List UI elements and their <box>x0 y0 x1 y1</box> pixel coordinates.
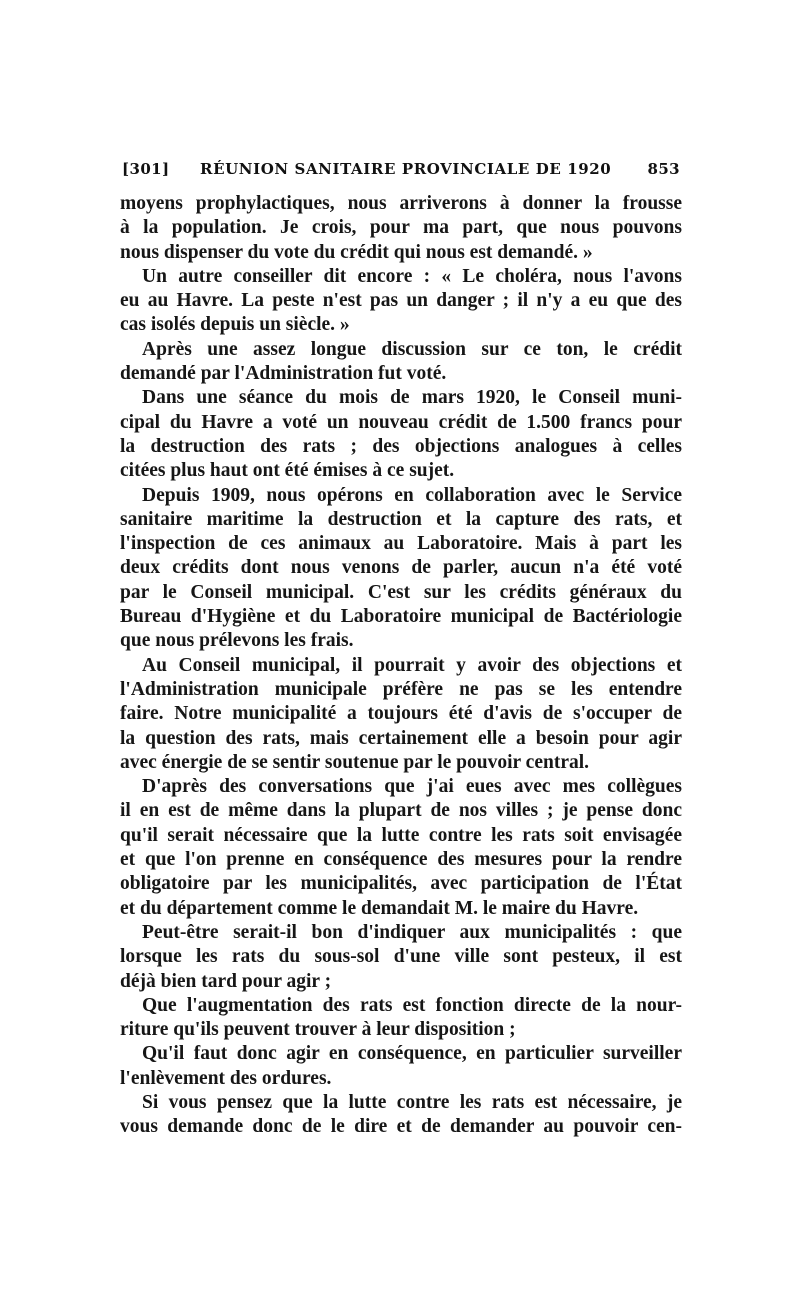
text-line: cipal du Havre a voté un nouveau crédit de 1.500 francs pour <box>120 411 682 433</box>
text-line: cas isolés depuis un siècle. » <box>120 314 350 336</box>
text-line: l'Administration municipale préfère ne pas se les entendre <box>120 678 682 700</box>
text-line: avec énergie de se sentir soutenue par le pouvoir central. <box>120 751 590 773</box>
text-line: déjà bien tard pour agir ; <box>120 970 332 992</box>
text-line: il en est de même dans la plupart de nos villes ; je pense donc <box>120 800 682 822</box>
text-line: qu'il serait nécessaire que la lutte contre les rats soit envisagée <box>120 824 682 846</box>
text-line: Dans une séance du mois de mars 1920, le Conseil muni- <box>142 387 682 409</box>
text-line: la destruction des rats ; des objections analogues à celles <box>120 435 682 457</box>
text-line: obligatoire par les municipalités, avec participation de l'État <box>120 873 682 895</box>
text-line: et que l'on prenne en conséquence des mesures pour la rendre <box>120 849 682 871</box>
text-line: Qu'il faut donc agir en conséquence, en particulier surveiller <box>142 1043 682 1065</box>
text-line: que nous prélevons les frais. <box>120 630 354 652</box>
page-reference: [301] <box>122 160 170 178</box>
text-line: nous dispenser du vote du crédit qui nous est demandé. » <box>120 241 593 263</box>
text-line: riture qu'ils peuvent trouver à leur disposition ; <box>120 1019 516 1041</box>
text-line: Après une assez longue discussion sur ce ton, le crédit <box>142 338 682 360</box>
text-line: D'après des conversations que j'ai eues avec mes collègues <box>142 776 682 798</box>
text-line: Un autre conseiller dit encore : « Le choléra, nous l'avons <box>142 265 682 287</box>
text-line: Au Conseil municipal, il pourrait y avoir des objections et <box>142 654 682 676</box>
text-line: eu au Havre. La peste n'est pas un danger ; il n'y a eu que des <box>120 290 682 312</box>
body-text <box>120 192 682 1140</box>
page-number: 853 <box>647 160 680 178</box>
text-line: et du département comme le demandait M. le maire du Havre. <box>120 897 639 919</box>
text-line: vous demande donc de le dire et de demander au pouvoir cen- <box>120 1116 682 1138</box>
text-line: citées plus haut ont été émises à ce sujet. <box>120 460 455 482</box>
text-line: deux crédits dont nous venons de parler, aucun n'a été voté <box>120 557 682 579</box>
text-line: par le Conseil municipal. C'est sur les crédits généraux du <box>120 581 682 603</box>
text-line: Peut-être serait-il bon d'indiquer aux municipalités : que <box>142 921 682 943</box>
text-line: à la population. Je crois, pour ma part, que nous pouvons <box>120 217 682 239</box>
text-line: Bureau d'Hygiène et du Laboratoire municipal de Bactériologie <box>120 606 682 628</box>
running-header <box>122 160 680 182</box>
text-line: la question des rats, mais certainement elle a besoin pour agir <box>120 727 682 749</box>
text-line: demandé par l'Administration fut voté. <box>120 363 447 385</box>
text-line: l'enlèvement des ordures. <box>120 1067 332 1089</box>
text-line: Si vous pensez que la lutte contre les rats est nécessaire, je <box>142 1091 682 1113</box>
text-line: l'inspection de ces animaux au Laboratoire. Mais à part les <box>120 533 682 555</box>
running-title: RÉUNION SANITAIRE PROVINCIALE DE 1920 <box>200 160 612 178</box>
text-line: Depuis 1909, nous opérons en collaboration avec le Service <box>142 484 682 506</box>
text-line: sanitaire maritime la destruction et la capture des rats, et <box>120 508 682 530</box>
text-line: faire. Notre municipalité a toujours été d'avis de s'occuper de <box>120 703 682 725</box>
text-line: moyens prophylactiques, nous arriverons à donner la frousse <box>120 193 682 214</box>
text-line: Que l'augmentation des rats est fonction directe de la nour- <box>142 994 682 1016</box>
text-line: lorsque les rats du sous-sol d'une ville sont pesteux, il est <box>120 946 682 968</box>
